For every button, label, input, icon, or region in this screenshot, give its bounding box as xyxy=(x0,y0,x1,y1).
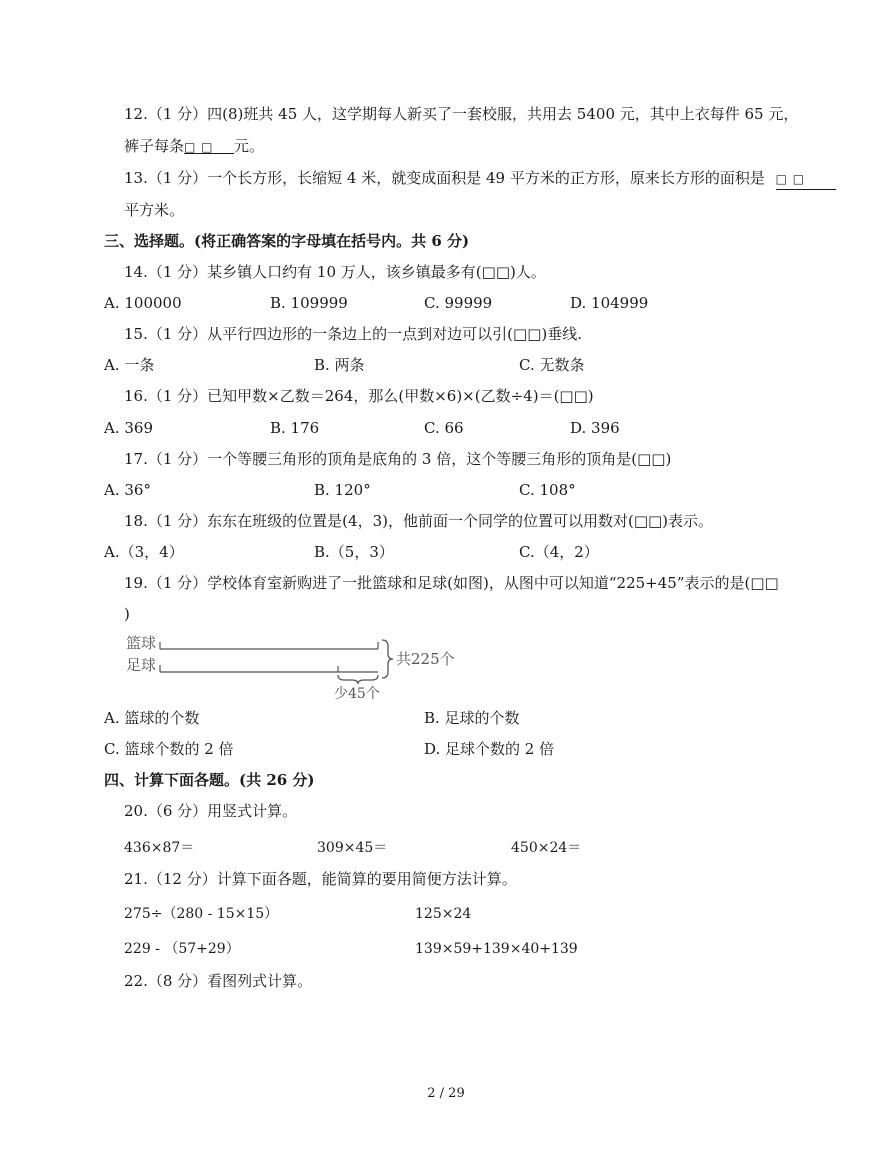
q21-item-4: 139×59+139×40+139 xyxy=(415,941,578,957)
q12-answer-blank[interactable]: □ □ xyxy=(184,137,234,154)
q13-answer-blank[interactable]: □ □ xyxy=(776,169,836,190)
diagram-less-label: 少45个 xyxy=(334,686,380,702)
q18-option-b[interactable]: B.（5，3） xyxy=(314,543,394,561)
q20-item-1: 436×87＝ xyxy=(124,840,195,856)
q19-stem-cont: ) xyxy=(124,605,130,623)
q13-line1 xyxy=(124,168,836,190)
q14-option-c[interactable]: C. 99999 xyxy=(424,294,493,312)
q17-option-a[interactable]: A. 36° xyxy=(104,481,151,499)
q21-item-2: 125×24 xyxy=(415,906,472,922)
q15-option-b[interactable]: B. 两条 xyxy=(314,356,365,374)
q20-stem: 20.（6 分）用竖式计算。 xyxy=(124,802,298,820)
diagram-label-football: 足球 xyxy=(126,656,157,674)
diagram-label-basketball: 篮球 xyxy=(126,634,157,652)
q21-item-1: 275÷（280 - 15×15） xyxy=(124,906,279,922)
q14-option-a[interactable]: A. 100000 xyxy=(104,294,182,312)
q15-option-a[interactable]: A. 一条 xyxy=(104,356,155,374)
q20-item-3: 450×24＝ xyxy=(511,840,582,856)
q18-stem: 18.（1 分）东东在班级的位置是(4，3)，他前面一个同学的位置可以用数对(□□)表示。 xyxy=(124,512,714,530)
q21-item-3: 229 - （57+29） xyxy=(124,941,240,957)
q18-option-c[interactable]: C.（4，2） xyxy=(519,543,599,561)
q16-option-b[interactable]: B. 176 xyxy=(270,419,320,437)
q15-stem: 15.（1 分）从平行四边形的一条边上的一点到对边可以引(□□)垂线. xyxy=(124,325,582,343)
page-number: 2 / 29 xyxy=(427,1086,465,1101)
q14-option-d[interactable]: D. 104999 xyxy=(570,294,649,312)
q12-line2 xyxy=(124,136,264,156)
q12-line2-post: 元。 xyxy=(234,137,265,155)
q19-option-c[interactable]: C. 篮球个数的 2 倍 xyxy=(104,740,234,758)
q12-line2-pre: 裤子每条 xyxy=(124,137,185,155)
section4-heading: 四、计算下面各题。(共 26 分) xyxy=(104,771,315,789)
q17-option-b[interactable]: B. 120° xyxy=(314,481,371,499)
q15-option-c[interactable]: C. 无数条 xyxy=(519,356,585,374)
q18-option-a[interactable]: A.（3，4） xyxy=(104,543,184,561)
q12-line1: 12.（1 分）四(8)班共 45 人，这学期每人新买了一套校服，共用去 5400 元，其中上衣每件 65 元， xyxy=(124,105,799,123)
q19-stem: 19.（1 分）学校体育室新购进了一批篮球和足球(如图)，从图中可以知道“225+45”表示的是(□□ xyxy=(124,574,779,592)
q19-option-b[interactable]: B. 足球的个数 xyxy=(424,709,520,727)
q17-option-c[interactable]: C. 108° xyxy=(519,481,576,499)
q16-option-d[interactable]: D. 396 xyxy=(570,419,620,437)
q22-stem: 22.（8 分）看图列式计算。 xyxy=(124,972,313,990)
diagram-total-label: 共225个 xyxy=(396,650,455,668)
less-brace xyxy=(338,675,378,684)
q13-text: 13.（1 分）一个长方形，长缩短 4 米，就变成面积是 49 平方米的正方形，原来长方形的面积是 xyxy=(124,169,765,187)
q20-item-2: 309×45＝ xyxy=(317,840,388,856)
q13-line2: 平方米。 xyxy=(124,201,185,219)
q19-option-d[interactable]: D. 足球个数的 2 倍 xyxy=(424,740,555,758)
total-brace xyxy=(382,640,393,678)
q17-stem: 17.（1 分）一个等腰三角形的顶角是底角的 3 倍，这个等腰三角形的顶角是(□□) xyxy=(124,450,672,468)
q16-option-c[interactable]: C. 66 xyxy=(424,419,464,437)
q14-option-b[interactable]: B. 109999 xyxy=(270,294,348,312)
q16-option-a[interactable]: A. 369 xyxy=(104,419,153,437)
q19-diagram xyxy=(120,630,460,702)
section3-heading: 三、选择题。(将正确答案的字母填在括号内。共 6 分) xyxy=(104,232,470,250)
q16-stem: 16.（1 分）已知甲数×乙数＝264，那么(甲数×6)×(乙数÷4)＝(□□) xyxy=(124,387,594,405)
q19-option-a[interactable]: A. 篮球的个数 xyxy=(104,709,200,727)
q14-stem: 14.（1 分）某乡镇人口约有 10 万人，该乡镇最多有(□□)人。 xyxy=(124,263,546,281)
q21-stem: 21.（12 分）计算下面各题，能简算的要用简便方法计算。 xyxy=(124,870,517,888)
